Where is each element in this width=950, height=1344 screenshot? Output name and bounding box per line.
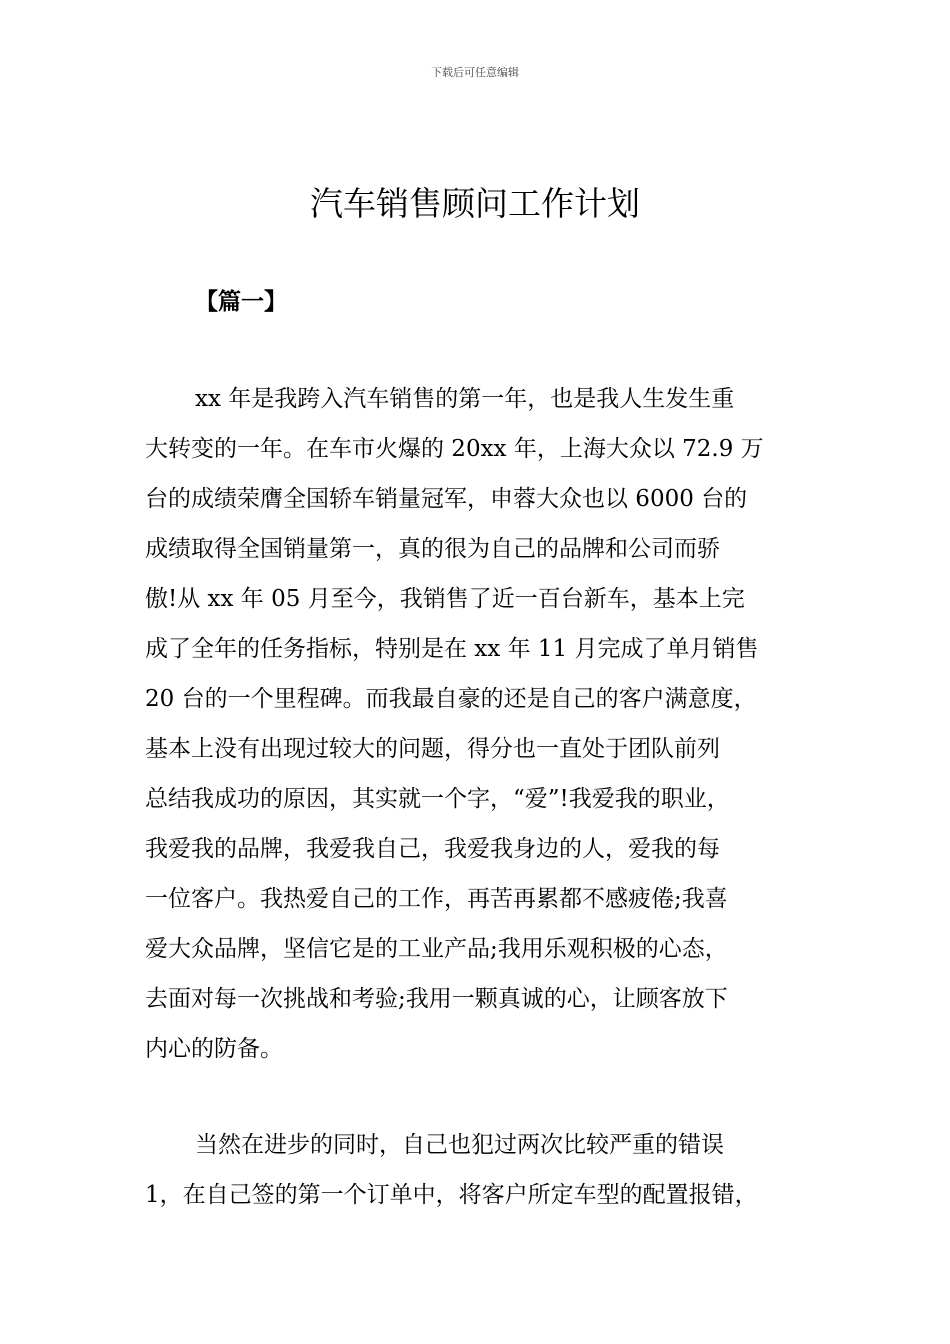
paragraph-line: 一位客户。我热爱自己的工作，再苦再累都不感疲倦;我喜 — [145, 886, 728, 912]
document-title: 汽车销售顾问工作计划 — [310, 184, 640, 223]
paragraph-line: 成了全年的任务指标，特别是在 xx 年 11 月完成了单月销售 — [145, 636, 759, 662]
header-note: 下载后可任意编辑 — [431, 66, 519, 79]
paragraph-line: 1，在自己签的第一个订单中，将客户所定车型的配置报错， — [145, 1182, 758, 1208]
paragraph-line: 20 台的一个里程碑。而我最自豪的还是自己的客户满意度， — [145, 686, 757, 712]
paragraph-line: 当然在进步的同时，自己也犯过两次比较严重的错误 — [195, 1132, 724, 1158]
section-label: 【篇一】 — [195, 289, 287, 315]
paragraph-1 — [145, 374, 825, 1074]
paragraph-line: 总结我成功的原因，其实就一个字，“爱”!我爱我的职业， — [145, 786, 730, 812]
paragraph-line: 内心的防备。 — [145, 1036, 283, 1062]
paragraph-line: 傲!从 xx 年 05 月至今，我销售了近一百台新车，基本上完 — [145, 586, 745, 612]
paragraph-line: 台的成绩荣膺全国轿车销量冠军，申蓉大众也以 6000 台的 — [145, 486, 748, 512]
paragraph-line: 我爱我的品牌，我爱我自己，我爱我身边的人，爱我的每 — [145, 836, 720, 862]
paragraph-2 — [145, 1120, 825, 1220]
paragraph-line: 大转变的一年。在车市火爆的 20xx 年，上海大众以 72.9 万 — [145, 436, 764, 462]
paragraph-line: 去面对每一次挑战和考验;我用一颗真诚的心，让顾客放下 — [145, 986, 728, 1012]
paragraph-line: 爱大众品牌，坚信它是的工业产品;我用乐观积极的心态， — [145, 936, 728, 962]
paragraph-line: xx 年是我跨入汽车销售的第一年，也是我人生发生重 — [195, 386, 735, 412]
paragraph-line: 成绩取得全国销量第一，真的很为自己的品牌和公司而骄 — [145, 536, 720, 562]
paragraph-line: 基本上没有出现过较大的问题，得分也一直处于团队前列 — [145, 736, 720, 762]
